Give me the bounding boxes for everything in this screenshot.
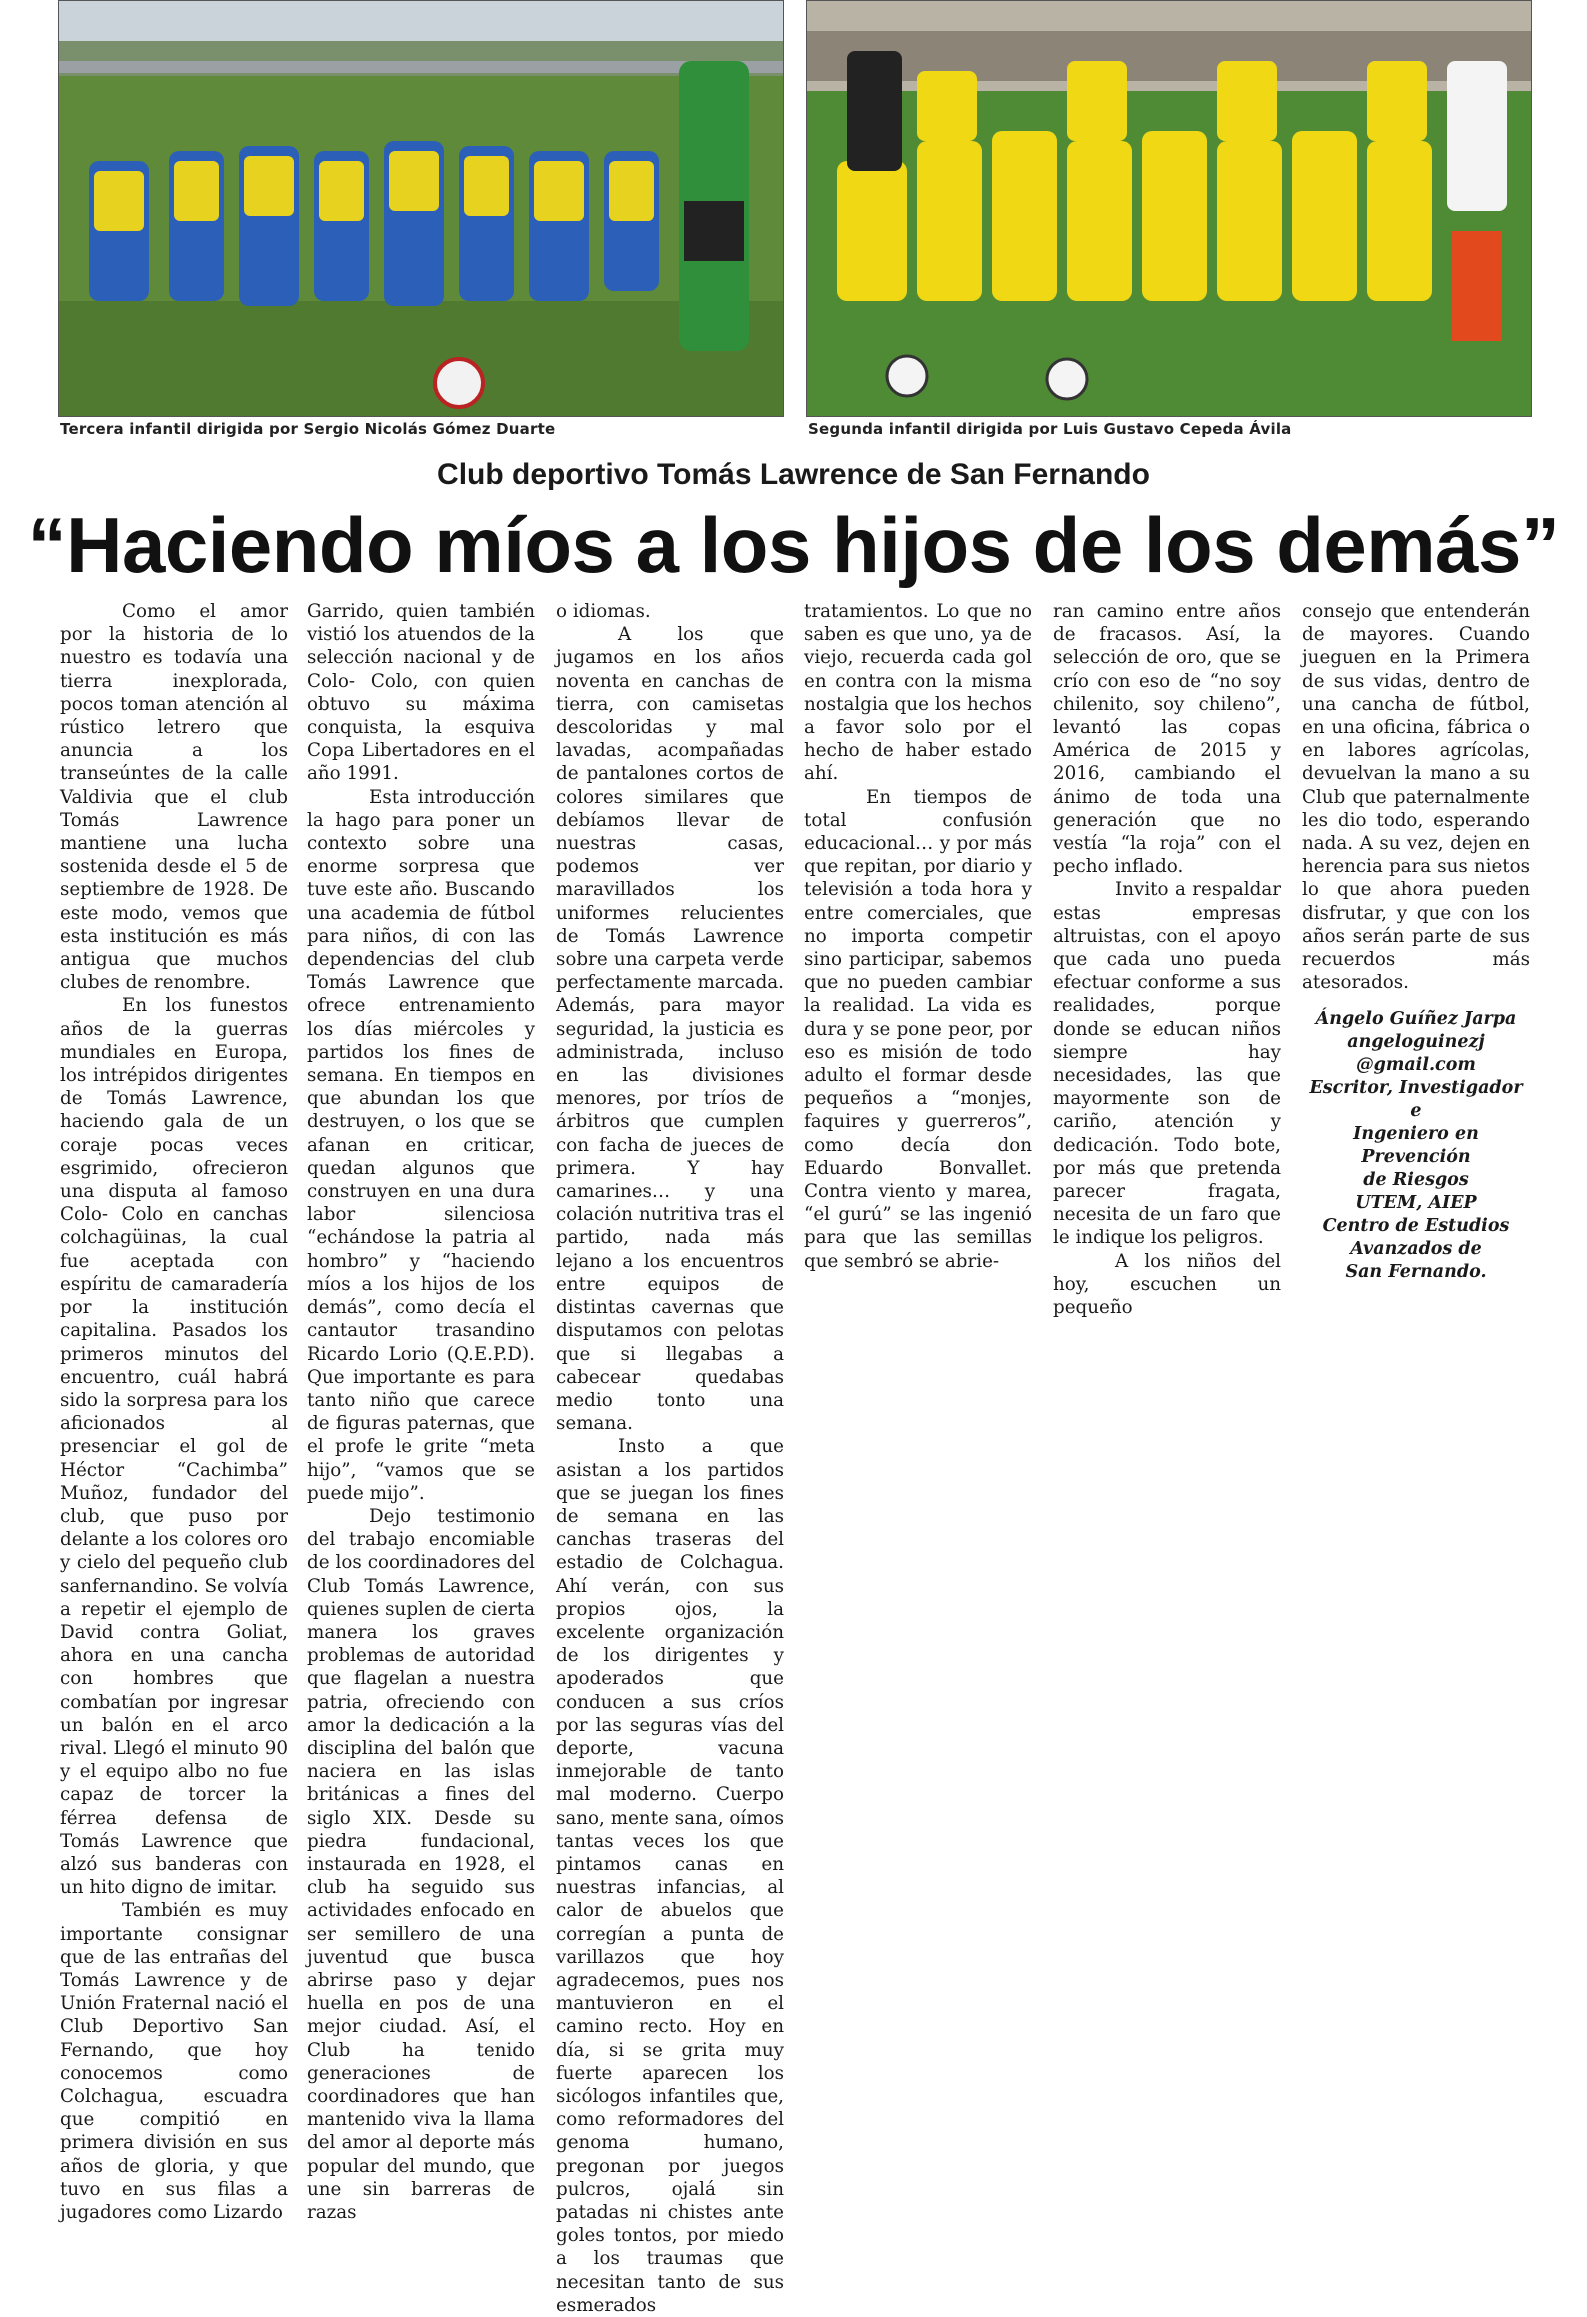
paragraph: Invito a respaldar estas empresas altruistas, con el apoyo que cada uno pueda efectuar conforme a sus realidades, porque donde se educan niños siempre hay necesidades, las que mayormente son de cariño, atención y dedicación. Todo bote, por más que pretenda parecer fragata, necesita de un faro que le indique los peligros.: [1053, 879, 1281, 1249]
author-org-line-1: UTEM, AIEP: [1355, 1193, 1477, 1214]
paragraph: o idiomas.: [556, 601, 651, 622]
paragraph: Garrido, quien también vistió los atuendos de la selección nacional y de Colo- Colo, con quien obtuvo su máxima conquista, la esquiva Copa Libertadores en el año 1991.: [307, 601, 535, 785]
paragraph: tratamientos. Lo que no saben es que uno, ya de viejo, recuerda cada gol en contra con la misma nostalgia que los hechos a favor solo por el hecho de haber estado ahí.: [804, 601, 1032, 785]
author-title-line-3: de Riesgos: [1363, 1170, 1469, 1191]
author-org-line-4: San Fernando.: [1345, 1262, 1487, 1283]
paragraph: A los que jugamos en los años noventa en canchas de tierra, con camisetas descoloridas y mal lavadas, acompañadas de pantalones cortos de colores similares que debíamos llevar de nuestras casas, podemos ver maravillados los uniformes relucientes de Tomás Lawrence sobre una carpeta verde perfectamente marcada. Además, para mayor seguridad, la justicia es administrada, incluso en las divisiones menores, por tríos de árbitros que cumplen con facha de jueces de primera. Y hay camarines… y una colación nutritiva tras el partido, nada más lejano a los encuentros entre equipos de distintas cavernas que disputamos con pelotas que si llegabas a cabecear quedabas medio tonto una semana.: [556, 624, 784, 1435]
paragraph: Esta introducción la hago para poner un contexto sobre una enorme sorpresa que tuve este año. Buscando una academia de fútbol para niños, di con las dependencias del club Tomás Lawrence que ofrece entrenamiento los días miércoles y partidos los fines de semana. En tiempos en que abundan los que destruyen, o los que se afanan en criticar, quedan algunos que construyen en una dura labor silenciosa “echándose la patria al hombro” y “haciendo míos a los hijos de los demás”, como decía el cantautor trasandino Ricardo Lorio (Q.E.P.D). Que importante es para tanto niño que carece de figuras paternas, que el profe le grite “meta hijo”, “vamos que se puede mijo”.: [307, 786, 535, 1504]
paragraph: consejo que entenderán de mayores. Cuando jueguen en la Primera de sus vidas, dentro de una cancha de fútbol, en una oficina, fábrica o en labores agrícolas, devuelvan la mano a su Club que paternalmente les dio todo, esperando nada. A su vez, dejen en herencia para sus nietos lo que ahora pueden disfrutar, y que con los años serán parte de sus recuerdos más atesorados.: [1302, 601, 1530, 994]
team-photo-tercera-infantil: [58, 0, 784, 417]
team-photo-segunda-infantil: [806, 0, 1532, 417]
paragraph: Dejo testimonio del trabajo encomiable de los coordinadores del Club Tomás Lawrence, quienes suplen de cierta manera los graves problemas de autoridad que flagelan a nuestra patria, ofreciendo con amor la dedicación a la disciplina del balón que naciera en las islas británicas a fines del siglo XIX. Desde su piedra fundacional, instaurada en 1928, el club ha seguido sus actividades enfocado en ser semillero de una juventud que busca abrirse paso y dejar huella en pos de una mejor ciudad. Así, el Club ha tenido generaciones de coordinadores que han mantenido viva la llama del amor al deporte más popular del mundo, que une sin barreras de razas: [307, 1505, 535, 2224]
article-column-2: [307, 600, 535, 2224]
photo-caption-right: Segunda infantil dirigida por Luis Gustavo Cepeda Ávila: [808, 420, 1292, 438]
author-title-line-2: Ingeniero en Prevención: [1353, 1124, 1479, 1168]
author-email-line-2: @gmail.com: [1356, 1055, 1476, 1076]
article-column-6: [1302, 600, 1530, 1284]
paragraph: Insto a que asistan a los partidos que se juegan los fines de semana en las canchas traseras del estadio de Colchagua. Ahí verán, con sus propios ojos, la excelente organización de los dirigentes y apoderados que conducen a sus críos por las seguras vías del deporte, vacuna inmejorable de tanto mal moderno. Cuerpo sano, mente sana, oímos tantas veces los que pintamos canas en nuestras infancias, al calor de abuelos que corregían a punta de varillazos que hoy agradecemos, pues nos mantuvieron en el camino recto. Hoy en día, si se grita muy fuerte aparecen los sicólogos infantiles que, como reformadores del genoma humano, pregonan por juegos pulcros, ojalá sin patadas ni chistes ante goles tontos, por miedo a los traumas que necesitan tanto de sus esmerados: [556, 1436, 784, 2316]
article-column-4: [804, 600, 1032, 1273]
article-headline: “Haciendo míos a los hijos de los demás”: [27, 501, 1560, 589]
author-org-line-2: Centro de Estudios: [1322, 1216, 1510, 1237]
paragraph: En tiempos de total confusión educacional… y por más que repitan, por diario y televisión a toda hora y entre comerciales, que no importa competir sino participar, sabemos que no pueden cambiar la realidad. La vida es dura y se pone peor, por eso es misión de todo adulto el formar desde pequeños a “monjes, faquires y guerreros”, como decía don Eduardo Bonvallet. Contra viento y marea, “el gurú” se las ingenió para que las semillas que sembró se abrie-: [804, 786, 1032, 1272]
team-photo-segunda-graphic: [807, 1, 1531, 416]
article-column-1: [60, 600, 288, 2224]
author-signature: [1302, 1008, 1530, 1284]
article-column-5: [1053, 600, 1281, 1319]
paragraph: En los funestos años de la guerras mundiales en Europa, los intrépidos dirigentes de Tomás Lawrence, haciendo gala de un coraje pocas veces esgrimido, ofrecieron una disputa al famoso Colo- Colo en canchas colchagüinas, la cual fue aceptada con espíritu de camaradería por la institución capitalina. Pasados los primeros minutos del encuentro, cuál habrá sido la sorpresa para los aficionados al presenciar el gol de Héctor “Cachimba” Muñoz, fundador del club, que puso por delante a los colores oro y cielo del pequeño club sanfernandino. Se volvía a repetir el ejemplo de David contra Goliat, ahora en una cancha con hombres que combatían por ingresar un balón en el arco rival. Llegó el minuto 90 y el equipo albo no fue capaz de torcer la férrea defensa de Tomás Lawrence que alzó sus banderas con un hito digno de imitar.: [60, 995, 288, 1899]
paragraph: A los niños del hoy, escuchen un pequeño: [1053, 1250, 1281, 1319]
author-title-line-1: Escritor, Investigador e: [1309, 1078, 1523, 1122]
article-column-3: [556, 600, 784, 2317]
photo-caption-left: Tercera infantil dirigida por Sergio Nicolás Gómez Duarte: [60, 420, 556, 438]
author-email-line-1: angeloguinezj: [1347, 1032, 1485, 1053]
paragraph: ran camino entre años de fracasos. Así, la selección de oro, que se crío con eso de “no soy chilenito, soy chileno”, levantó las copas América de 2015 y 2016, cambiando el ánimo de toda una generación que no vestía “la roja” con el pecho inflado.: [1053, 601, 1281, 878]
paragraph: Como el amor por la historia de lo nuestro es todavía una tierra inexplorada, pocos toman atención al rústico letrero que anuncia a los transeúntes de la calle Valdivia que el club Tomás Lawrence mantiene una lucha sostenida desde el 5 de septiembre de 1928. De este modo, vemos que esta institución es más antigua que muchos clubes de renombre.: [60, 601, 288, 994]
paragraph: También es muy importante consignar que de las entrañas del Tomás Lawrence y de Unión Fraternal nació el Club Deportivo San Fernando, que hoy conocemos como Colchagua, escuadra que compitió en primera división en sus años de gloria, y que tuvo en sus filas a jugadores como Lizardo: [60, 1900, 288, 2224]
article-kicker: Club deportivo Tomás Lawrence de San Fernando: [437, 458, 1150, 491]
author-name: Ángelo Guíñez Jarpa: [1315, 1009, 1517, 1030]
team-photo-tercera-graphic: [59, 1, 783, 416]
author-org-line-3: Avanzados de: [1350, 1239, 1482, 1260]
